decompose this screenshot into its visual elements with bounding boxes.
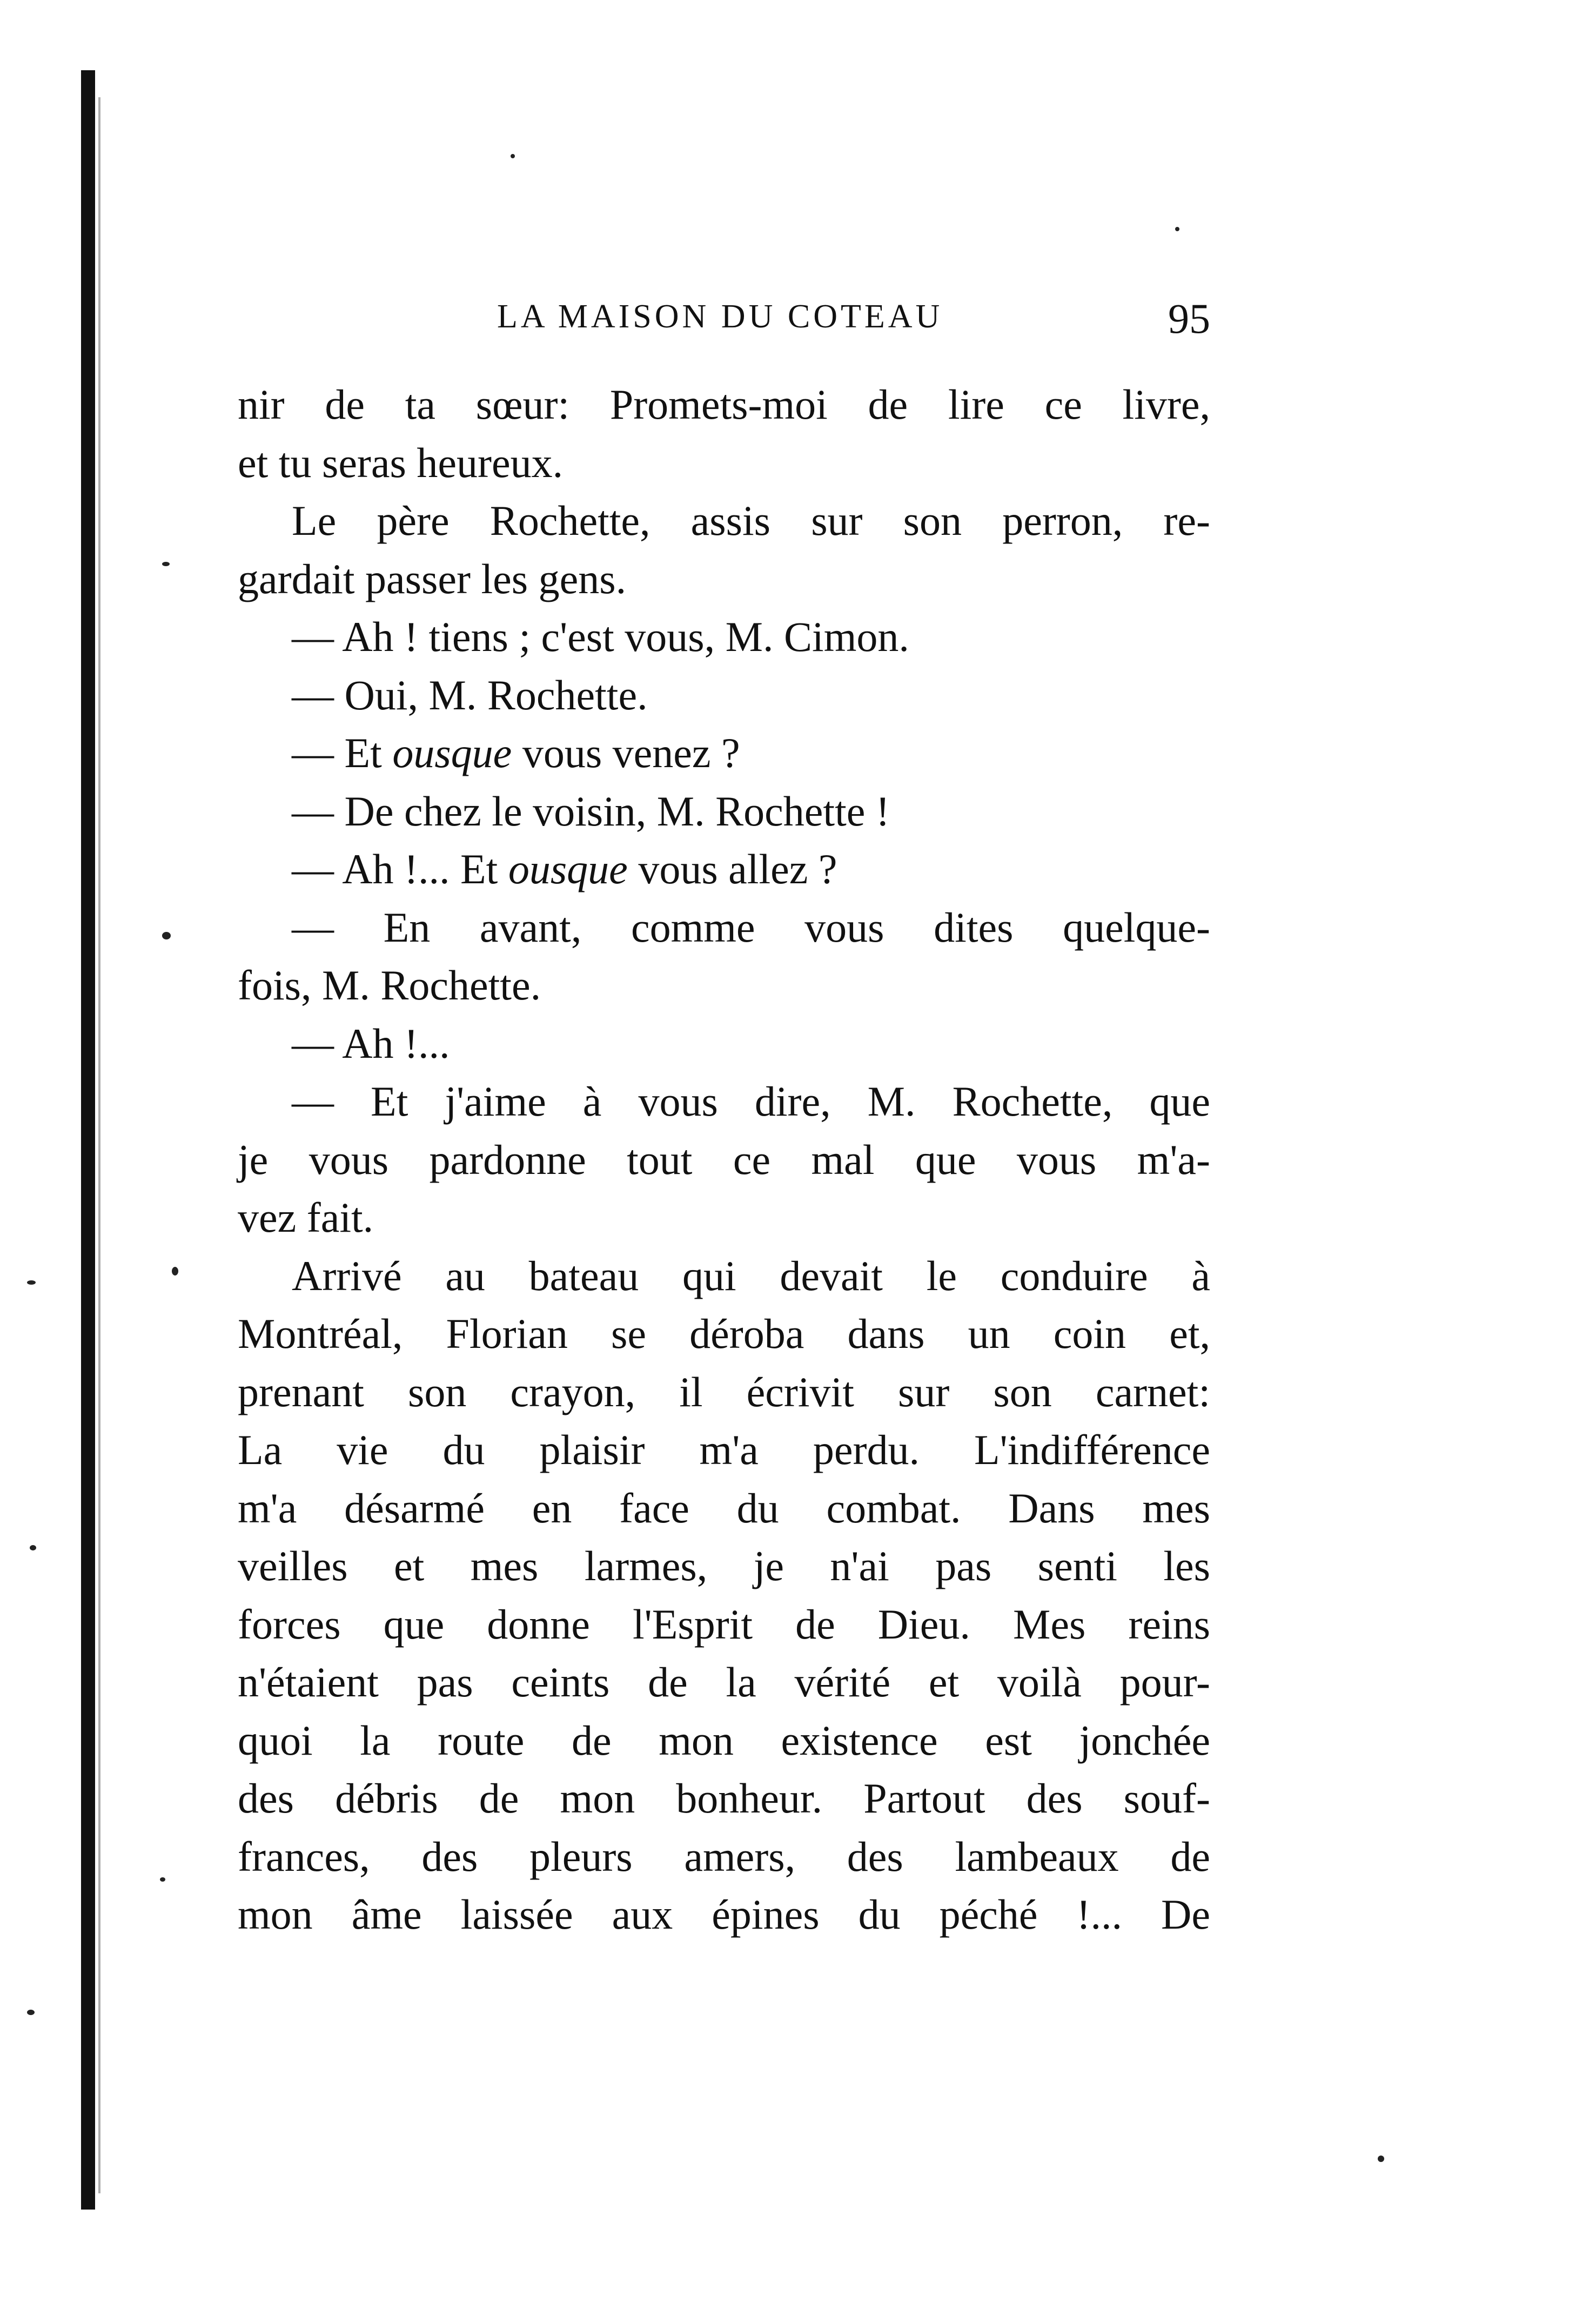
dialogue-line: — De chez le voisin, M. Rochette ! bbox=[292, 787, 890, 835]
text-line: prenant son crayon, il écrivit sur son carnet: bbox=[238, 1368, 1210, 1415]
text-fragment: — Et bbox=[292, 729, 382, 776]
text-line: des débris de mon bonheur. Partout des souf- bbox=[238, 1775, 1210, 1822]
text-line: fois, M. Rochette. bbox=[238, 962, 541, 1009]
dialogue-line: — Et j'aime à vous dire, M. Rochette, que bbox=[292, 1078, 1210, 1125]
text-line: forces que donne l'Esprit de Dieu. Mes reins bbox=[238, 1600, 1210, 1648]
text-line: et tu seras heureux. bbox=[238, 439, 564, 486]
text-line: gardait passer les gens. bbox=[238, 555, 627, 602]
italic-word: ousque bbox=[392, 729, 512, 776]
text-fragment: — Ah !... Et bbox=[292, 845, 498, 892]
scan-speck bbox=[30, 1545, 36, 1550]
text-line: veilles et mes larmes, je n'ai pas senti les bbox=[238, 1542, 1210, 1589]
text-line: nir de ta sœur: Promets-moi de lire ce livre, bbox=[238, 381, 1210, 428]
scan-speck bbox=[162, 562, 170, 566]
text-line: je vous pardonne tout ce mal que vous m'a- bbox=[238, 1136, 1210, 1183]
text-line: n'étaient pas ceints de la vérité et voilà pour- bbox=[238, 1659, 1210, 1706]
text-line: Le père Rochette, assis sur son perron, re- bbox=[292, 497, 1210, 544]
scan-speck bbox=[172, 1267, 178, 1275]
text-line: Montréal, Florian se déroba dans un coin et, bbox=[238, 1310, 1210, 1357]
dialogue-line: — Ah ! tiens ; c'est vous, M. Cimon. bbox=[292, 613, 909, 660]
dialogue-line: — Oui, M. Rochette. bbox=[292, 671, 648, 719]
dialogue-line bbox=[238, 840, 1210, 898]
text-fragment: vous allez ? bbox=[638, 845, 837, 892]
dialogue-line: — Ah !... bbox=[292, 1019, 450, 1067]
text-line: La vie du plaisir m'a perdu. L'indifférence bbox=[238, 1426, 1210, 1473]
scan-speck bbox=[27, 1280, 36, 1285]
scan-speck bbox=[1175, 227, 1179, 231]
scan-speck bbox=[162, 932, 171, 939]
scan-speck bbox=[511, 154, 515, 158]
text-line: mon âme laissée aux épines du péché !... De bbox=[238, 1891, 1210, 1938]
dialogue-line bbox=[238, 724, 1210, 782]
running-title: LA MAISON DU COTEAU bbox=[497, 298, 943, 335]
book-spine-shadow bbox=[81, 70, 95, 2210]
text-fragment: vous venez ? bbox=[522, 729, 740, 776]
italic-word: ousque bbox=[508, 845, 628, 892]
text-line: quoi la route de mon existence est jonchée bbox=[238, 1716, 1210, 1764]
dialogue-line: — En avant, comme vous dites quelque- bbox=[292, 903, 1210, 951]
text-line: frances, des pleurs amers, des lambeaux de bbox=[238, 1832, 1210, 1880]
scan-speck bbox=[1378, 2156, 1384, 2162]
page-number: 95 bbox=[1168, 295, 1210, 342]
text-line: m'a désarmé en face du combat. Dans mes bbox=[238, 1484, 1210, 1532]
text-line: vez fait. bbox=[238, 1194, 374, 1241]
body-text bbox=[238, 375, 1210, 1944]
text-line: Arrivé au bateau qui devait le conduire à bbox=[292, 1252, 1210, 1299]
book-gutter-line bbox=[98, 97, 100, 2193]
scan-speck bbox=[160, 1877, 165, 1882]
scan-speck bbox=[27, 2010, 35, 2015]
running-head bbox=[238, 294, 1210, 343]
